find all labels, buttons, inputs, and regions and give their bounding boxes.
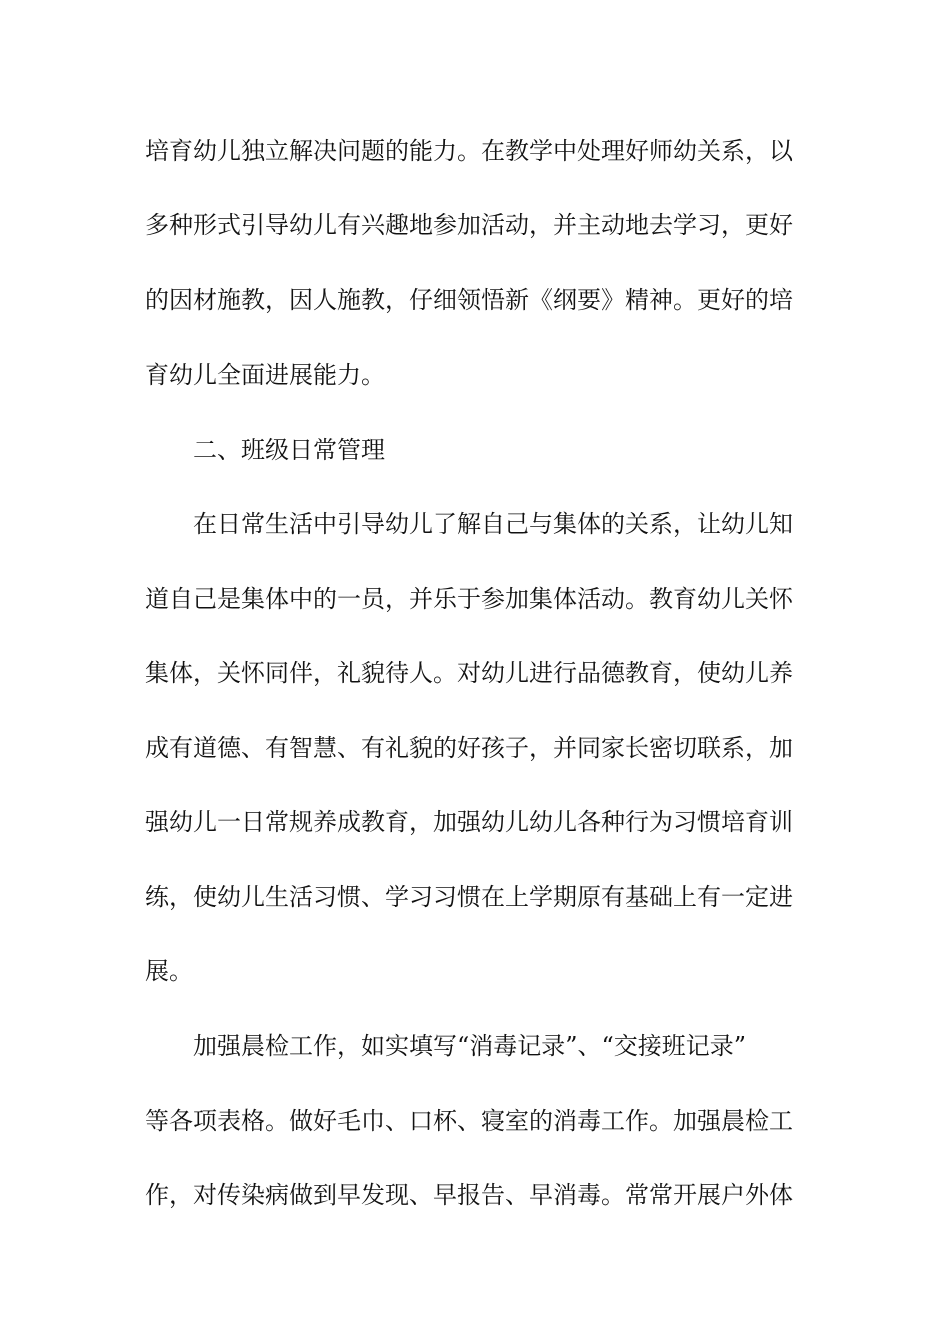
text-line: 练，使幼儿生活习惯、学习习惯在上学期原有基础上有一定进 [145, 883, 793, 911]
text-line: 强幼儿一日常规养成教育，加强幼儿幼儿各种行为习惯培育训 [145, 808, 793, 836]
section-heading: 二、班级日常管理 [193, 436, 385, 464]
text-line: 道自己是集体中的一员，并乐于参加集体活动。教育幼儿关怀 [145, 585, 793, 613]
text-line: 等各项表格。做好毛巾、口杯、寝室的消毒工作。加强晨检工 [145, 1107, 793, 1135]
text-line: 展。 [145, 957, 193, 985]
text-line: 成有道德、有智慧、有礼貌的好孩子，并同家长密切联系，加 [145, 734, 793, 762]
text-line: 育幼儿全面进展能力。 [145, 361, 385, 389]
text-line: 集体，关怀同伴，礼貌待人。对幼儿进行品德教育，使幼儿养 [145, 659, 793, 687]
text-line: 的因材施教，因人施教，仔细领悟新《纲要》精神。更好的培 [145, 286, 793, 314]
text-line: 在日常生活中引导幼儿了解自己与集体的关系，让幼儿知 [193, 510, 793, 538]
text-line: 培育幼儿独立解决问题的能力。在教学中处理好师幼关系，以 [145, 137, 793, 165]
text-line: 加强晨检工作，如实填写“消毒记录”、“交接班记录” [193, 1032, 747, 1060]
text-line: 作，对传染病做到早发现、早报告、早消毒。常常开展户外体 [145, 1181, 793, 1209]
text-line: 多种形式引导幼儿有兴趣地参加活动，并主动地去学习，更好 [145, 211, 793, 239]
